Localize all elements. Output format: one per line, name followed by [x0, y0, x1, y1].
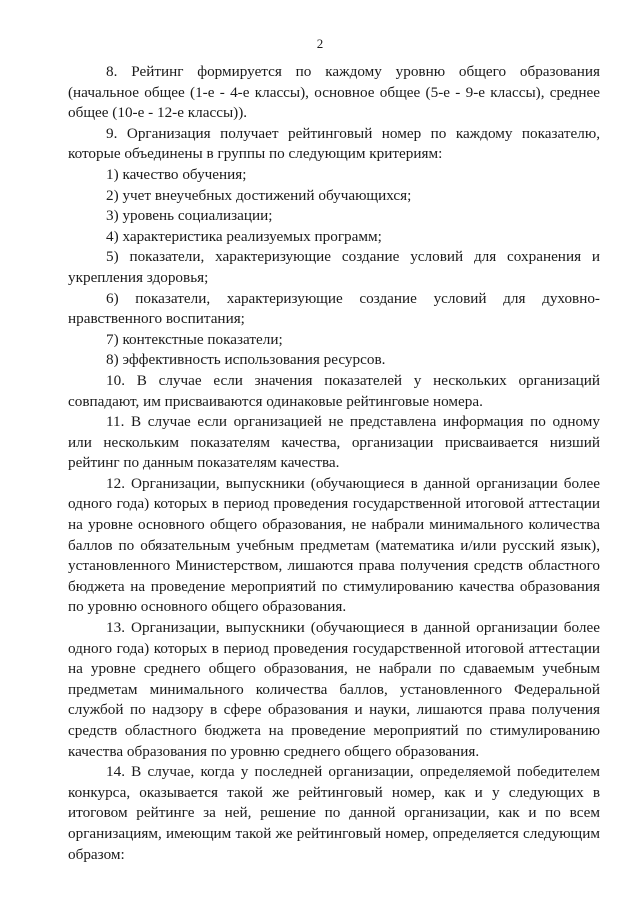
paragraph-14: 14. В случае, когда у последней организации, определяемой победителем конкурса, оказывается такой же рейтинговый номер, как и у следующих в итоговом рейтинге за ней, решение по данной организации, как и по всем организациям, имеющим такой же рейтинговый номер, определяется следующим образом:	[68, 763, 600, 863]
paragraph-13: 13. Организации, выпускники (обучающиеся в данной организации более одного года) которых в период проведения государственной итоговой аттестации на уровне среднего общего образования, не набрали по сдаваемым учебным предметам минимального количества баллов, установленного Федеральной службой по надзору в сфере образования и науки, лишаются права получения средств областного бюджета на проведение мероприятий по стимулированию качества образования по уровню среднего общего образования.	[68, 619, 600, 760]
document-body	[68, 62, 600, 865]
criteria-item-7: 7) контекстные показатели;	[106, 330, 283, 348]
paragraph-12: 12. Организации, выпускники (обучающиеся в данной организации более одного года) которых в период проведения государственной итоговой аттестации на уровне основного общего образования, не набрали минимального количества баллов по обязательным учебным предметам (математика и/или русский язык), установленного Министерством, лишаются права получения средств областного бюджета на проведение мероприятий по стимулированию качества образования по уровню основного общего образования.	[68, 474, 600, 616]
criteria-item-8: 8) эффективность использования ресурсов.	[106, 351, 386, 369]
criteria-item-1: 1) качество обучения;	[106, 165, 247, 183]
criteria-item-3: 3) уровень социализации;	[106, 207, 273, 225]
criteria-item-5: 5) показатели, характеризующие создание условий для сохранения и укрепления здоровья;	[68, 248, 600, 286]
criteria-item-2: 2) учет внеучебных достижений обучающихся;	[106, 186, 412, 204]
paragraph-8: 8. Рейтинг формируется по каждому уровню общего образования (начальное общее (1-е - 4-е классы), основное общее (5-е - 9-е классы), среднее общее (10-е - 12-е классы)).	[68, 63, 600, 122]
criteria-item-4: 4) характеристика реализуемых программ;	[106, 227, 382, 245]
paragraph-10: 10. В случае если значения показателей у нескольких организаций совпадают, им присваиваются одинаковые рейтинговые номера.	[68, 371, 600, 410]
paragraph-11: 11. В случае если организацией не представлена информация по одному или нескольким показателям качества, организации присваивается низший рейтинг по данным показателям качества.	[68, 413, 600, 472]
page-number: 2	[316, 36, 324, 51]
criteria-item-6: 6) показатели, характеризующие создание условий для духовно-нравственного воспитания;	[68, 289, 600, 328]
paragraph-9: 9. Организация получает рейтинговый номер по каждому показателю, которые объединены в группы по следующим критериям:	[68, 124, 600, 163]
